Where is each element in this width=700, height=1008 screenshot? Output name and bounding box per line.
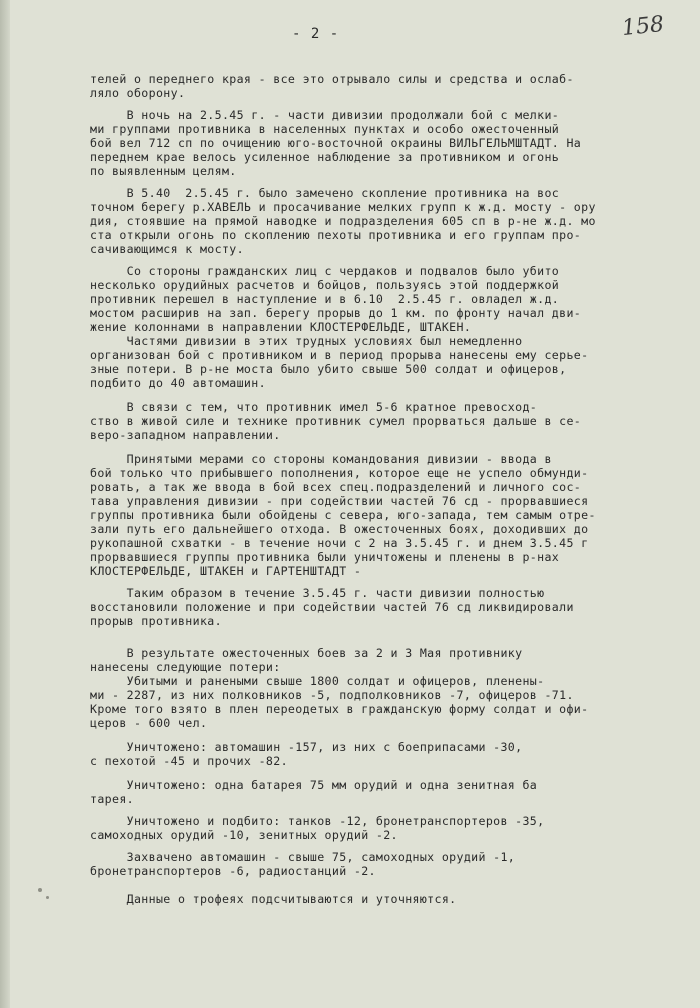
text-line: прорыв противника. (90, 614, 222, 628)
paragraph (90, 814, 670, 842)
document-body (90, 72, 670, 906)
text-line: Частями дивизии в этих трудных условиях был немедленно (90, 334, 523, 348)
text-line: Таким образом в течение 3.5.45 г. части дивизии полностью (90, 586, 545, 600)
text-line: В результате ожесточенных боев за 2 и 3 Мая противнику (90, 646, 523, 660)
text-line: мостом расширив на зап. берегу прорыв до 1 км. по фронту начал дви- (90, 306, 582, 320)
text-line: Уничтожено: одна батарея 75 мм орудий и одна зенитная ба (90, 778, 538, 792)
text-line: Со стороны гражданских лиц с чердаков и подвалов было убито (90, 264, 560, 278)
text-line: точном берегу р.ХАВЕЛЬ и просачивание мелких групп к ж.д. мосту - ору (90, 200, 596, 214)
text-line: церов - 600 чел. (90, 716, 208, 730)
text-line: организован бой с противником и в период прорыва нанесены ему серье- (90, 348, 589, 362)
paragraph (90, 778, 670, 806)
text-line: КЛОСТЕРФЕЛЬДЕ, ШТАКЕН и ГАРТЕНШТАДТ - (90, 564, 362, 578)
text-line: противник перешел в наступление и в 6.10 2.5.45 г. овладел ж.д. (90, 292, 560, 306)
paragraph (90, 108, 670, 178)
text-line: переднем крае велось усиленное наблюдение за противником и огонь (90, 150, 560, 164)
text-line: тава управления дивизии - при содействии частей 76 сд - прорвавшиеся (90, 494, 589, 508)
paragraph (90, 186, 670, 256)
text-line: несколько орудийных расчетов и бойцов, пользуясь этой поддержкой (90, 278, 560, 292)
text-line: жение колоннами в направлении КЛОСТЕРФЕЛЬДЕ, ШТАКЕН. (90, 320, 472, 334)
text-line: сачивающимся к мосту. (90, 242, 244, 256)
text-line: по выявленным целям. (90, 164, 237, 178)
text-line: Убитыми и ранеными свыше 1800 солдат и офицеров, пленены- (90, 674, 545, 688)
paragraph (90, 892, 670, 906)
page-number: - 2 - (292, 26, 340, 42)
text-line: Данные о трофеях подсчитываются и уточняются. (90, 892, 457, 906)
text-line: Уничтожено и подбито: танков -12, бронетранспортеров -35, (90, 814, 545, 828)
text-line: В ночь на 2.5.45 г. - части дивизии продолжали бой с мелки- (90, 108, 560, 122)
text-line: дия, стоявшие на прямой наводке и подразделения 605 сп в р-не ж.д. мо (90, 214, 596, 228)
text-line: В 5.40 2.5.45 г. было замечено скопление противника на вос (90, 186, 560, 200)
paragraph (90, 850, 670, 878)
text-line: прорвавшиеся группы противника были уничтожены и пленены в р-нах (90, 550, 560, 564)
text-line: ста открыли огонь по скоплению пехоты противника и его группам про- (90, 228, 582, 242)
paragraph (90, 400, 670, 442)
text-line: Кроме того взято в плен переодетых в гражданскую форму солдат и офи- (90, 702, 589, 716)
text-line: Уничтожено: автомашин -157, из них с боеприпасами -30, (90, 740, 523, 754)
ink-speck (46, 896, 49, 899)
text-line: нанесены следующие потери: (90, 660, 281, 674)
text-line: телей о переднего края - все это отрывало силы и средства и ослаб- (90, 72, 574, 86)
text-line: В связи с тем, что противник имел 5-6 кратное превосход- (90, 400, 538, 414)
text-line: тарея. (90, 792, 134, 806)
text-line: зные потери. В р-не моста было убито свыше 500 солдат и офицеров, (90, 362, 567, 376)
paragraph (90, 264, 670, 334)
text-line: зали путь его дальнейшего отхода. В ожесточенных боях, доходивших до (90, 522, 589, 536)
paragraph (90, 72, 670, 100)
text-line: самоходных орудий -10, зенитных орудий -2. (90, 828, 398, 842)
paragraph (90, 452, 670, 578)
text-line: ляло оборону. (90, 86, 186, 100)
text-line: рукопашной схватки - в течение ночи с 2 на 3.5.45 г. и днем 3.5.45 г (90, 536, 589, 550)
text-line: бронетранспортеров -6, радиостанций -2. (90, 864, 376, 878)
text-line: веро-западном направлении. (90, 428, 281, 442)
text-line: ство в живой силе и технике противник сумел прорваться дальше в се- (90, 414, 582, 428)
text-line: с пехотой -45 и прочих -82. (90, 754, 288, 768)
text-line: бой только что прибывшего пополнения, которое еще не успело обмунди- (90, 466, 589, 480)
text-line: бой вел 712 сп по очищению юго-восточной окраины ВИЛЬГЕЛЬМШТАДТ. На (90, 136, 582, 150)
text-line: Принятыми мерами со стороны командования дивизии - ввода в (90, 452, 552, 466)
text-line: ми группами противника в населенных пунктах и особо ожесточенный (90, 122, 560, 136)
page-edge-shadow (0, 0, 10, 1008)
paragraph (90, 646, 670, 730)
text-line: ми - 2287, из них полковников -5, подполковников -7, офицеров -71. (90, 688, 574, 702)
text-line: Захвачено автомашин - свыше 75, самоходных орудий -1, (90, 850, 516, 864)
text-line: ровать, а так же ввода в бой всех спец.подразделений и личного сос- (90, 480, 582, 494)
text-line: группы противника были обойдены с севера, юго-запада, тем самым отре- (90, 508, 596, 522)
paragraph (90, 586, 670, 628)
paragraph (90, 740, 670, 768)
text-line: подбито до 40 автомашин. (90, 376, 266, 390)
archive-sheet-number: 158 (620, 11, 666, 42)
text-line: восстановили положение и при содействии частей 76 сд ликвидировали (90, 600, 574, 614)
paragraph (90, 334, 670, 390)
ink-speck (38, 888, 42, 892)
